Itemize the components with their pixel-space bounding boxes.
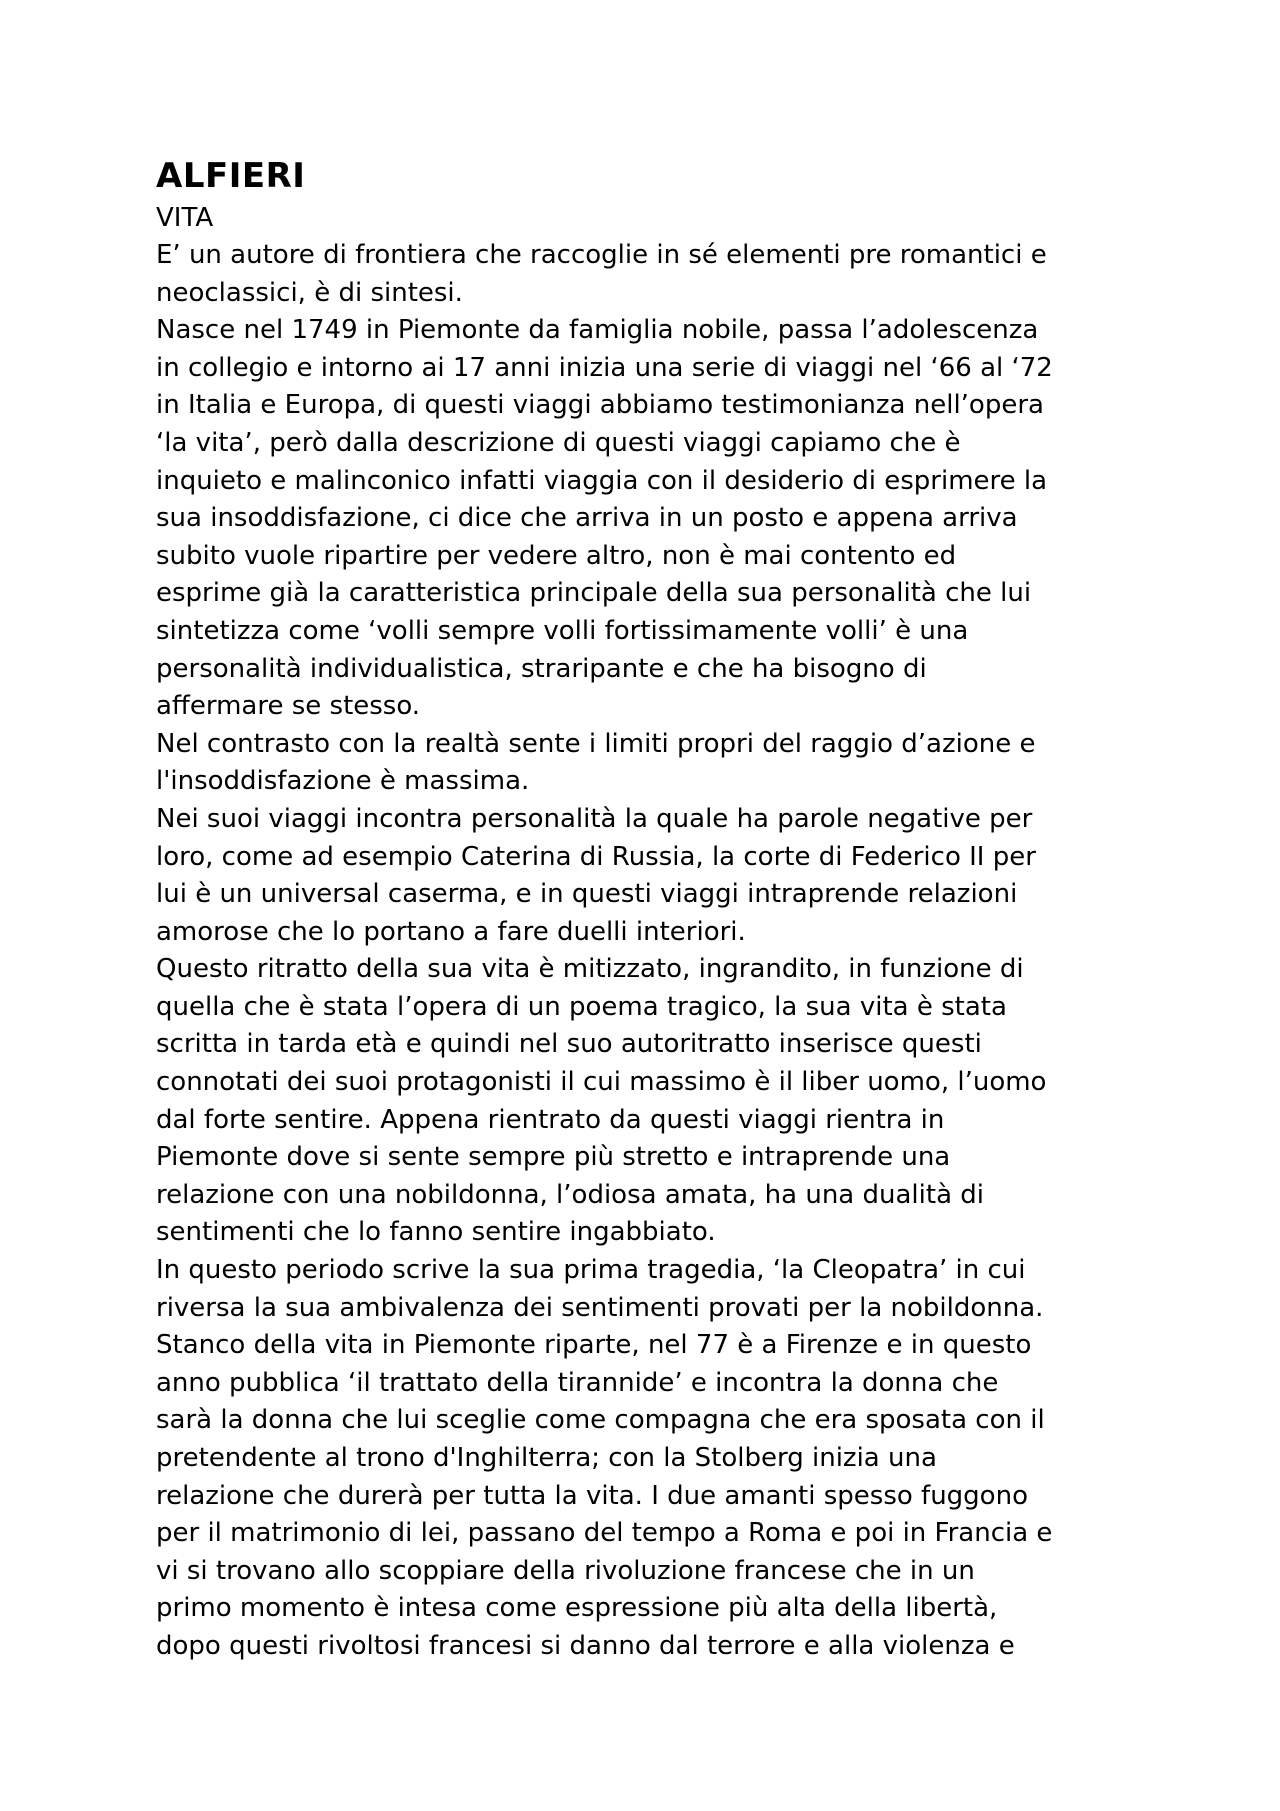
text-line: relazione con una nobildonna, l’odiosa amata, ha una dualità di xyxy=(156,1179,984,1210)
text-line: vi si trovano allo scoppiare della rivoluzione francese che in un xyxy=(156,1555,975,1586)
text-line: E’ un autore di frontiera che raccoglie in sé elementi pre romantici e xyxy=(156,240,1047,270)
text-line: Stanco della vita in Piemonte riparte, nel 77 è a Firenze e in questo xyxy=(156,1330,1032,1361)
text-line: dopo questi rivoltosi francesi si danno dal terrore e alla violenza e xyxy=(156,1630,1015,1661)
text-line: sua insoddisfazione, ci dice che arriva in un posto e appena arriva xyxy=(156,503,1018,534)
text-line: ‘la vita’, però dalla descrizione di questi viaggi capiamo che è xyxy=(156,427,961,458)
text-line: primo momento è intesa come espressione più alta della libertà, xyxy=(156,1593,998,1624)
text-line: anno pubblica ‘il trattato della tirannide’ e incontra la donna che xyxy=(156,1367,999,1398)
text-line: l'insoddisfazione è massima. xyxy=(156,766,530,797)
text-line: inquieto e malinconico infatti viaggia con il desiderio di esprimere la xyxy=(156,465,1048,496)
document-title: ALFIERI xyxy=(156,156,306,196)
paragraph-block xyxy=(156,237,1156,1666)
text-line: loro, come ad esempio Caterina di Russia, la corte di Federico II per xyxy=(156,841,1036,872)
text-line: relazione che durerà per tutta la vita. I due amanti spesso fuggono xyxy=(156,1480,1028,1511)
text-line: In questo periodo scrive la sua prima tragedia, ‘la Cleopatra’ in cui xyxy=(156,1255,1026,1286)
text-line: dal forte sentire. Appena rientrato da questi viaggi rientra in xyxy=(156,1104,945,1135)
text-line: amorose che lo portano a fare duelli interiori. xyxy=(156,916,746,947)
text-line: in Italia e Europa, di questi viaggi abbiamo testimonianza nell’opera xyxy=(156,390,1044,421)
text-line: Nel contrasto con la realtà sente i limiti propri del raggio d’azione e xyxy=(156,728,1036,759)
document-body xyxy=(156,152,1156,1666)
text-line: in collegio e intorno ai 17 anni inizia una serie di viaggi nel ‘66 al ‘72 xyxy=(156,352,1053,383)
text-line: connotati dei suoi protagonisti il cui massimo è il liber uomo, l’uomo xyxy=(156,1067,1047,1098)
text-line: riversa la sua ambivalenza dei sentimenti provati per la nobildonna. xyxy=(156,1292,1044,1323)
text-line: lui è un universal caserma, e in questi viaggi intraprende relazioni xyxy=(156,879,1018,910)
text-line: Questo ritratto della sua vita è mitizzato, ingrandito, in funzione di xyxy=(156,954,1024,985)
text-line: neoclassici, è di sintesi. xyxy=(156,277,463,308)
text-line: subito vuole ripartire per vedere altro, non è mai contento ed xyxy=(156,540,957,571)
text-line: scritta in tarda età e quindi nel suo autoritratto inserisce questi xyxy=(156,1029,982,1060)
text-line: affermare se stesso. xyxy=(156,691,421,722)
text-line: Nasce nel 1749 in Piemonte da famiglia nobile, passa l’adolescenza xyxy=(156,315,1039,346)
text-line: sentimenti che lo fanno sentire ingabbiato. xyxy=(156,1217,716,1248)
text-line: per il matrimonio di lei, passano del tempo a Roma e poi in Francia e xyxy=(156,1518,1053,1549)
text-line: sintetizza come ‘volli sempre volli fortissimamente volli’ è una xyxy=(156,615,969,646)
text-line: Nei suoi viaggi incontra personalità la quale ha parole negative per xyxy=(156,803,1033,834)
section-heading: VITA xyxy=(156,203,214,233)
text-line: quella che è stata l’opera di un poema tragico, la sua vita è stata xyxy=(156,991,1007,1022)
text-line: pretendente al trono d'Inghilterra; con la Stolberg inizia una xyxy=(156,1443,937,1473)
text-line: personalità individualistica, straripante e che ha bisogno di xyxy=(156,653,927,684)
text-line: esprime già la caratteristica principale della sua personalità che lui xyxy=(156,578,1032,609)
text-line: sarà la donna che lui sceglie come compagna che era sposata con il xyxy=(156,1405,1045,1436)
text-line: Piemonte dove si sente sempre più stretto e intraprende una xyxy=(156,1142,951,1173)
